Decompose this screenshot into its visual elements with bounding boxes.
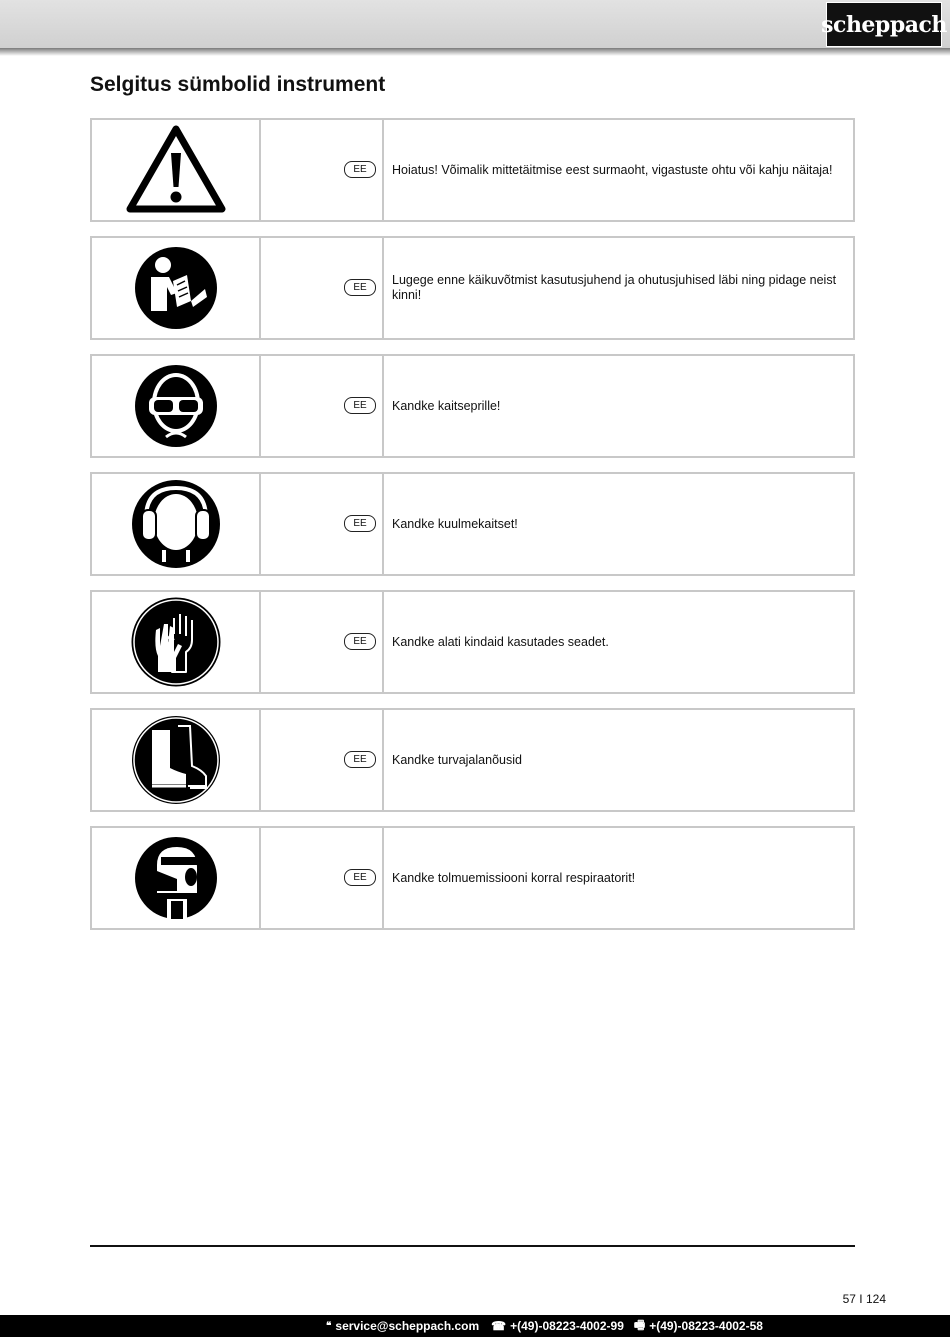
icon-cell (92, 120, 261, 220)
icon-cell (92, 238, 261, 338)
email-icon: ❝ (326, 1320, 332, 1332)
lang-cell (261, 120, 384, 220)
symbol-row-warning (90, 118, 855, 222)
icon-cell (92, 474, 261, 574)
phone-icon: ☎ (491, 1319, 507, 1333)
symbol-description: Kandke alati kindaid kasutades seadet. (392, 634, 609, 649)
symbol-description: Hoiatus! Võimalik mittetäitmise eest surmaoht, vigastuste ohtu või kahju näitaja! (392, 162, 833, 177)
read-manual-icon (133, 245, 219, 331)
symbol-row-goggles (90, 354, 855, 458)
footer-phone: +(49)-08223-4002-99 (510, 1319, 624, 1333)
gloves-icon (130, 596, 222, 688)
lang-cell (261, 828, 384, 928)
header-shadow (0, 48, 950, 56)
symbol-description: Kandke kuulmekaitset! (392, 516, 518, 531)
symbol-description: Lugege enne käikuvõtmist kasutusjuhend ja ohutusjuhised läbi ning pidage neist kinni! (392, 273, 837, 302)
lang-cell (261, 356, 384, 456)
lang-cell (261, 710, 384, 810)
footer-email[interactable]: service@scheppach.com (335, 1319, 480, 1333)
lang-badge: EE (344, 515, 376, 532)
symbol-row-ear-protection (90, 472, 855, 576)
safety-boots-icon (130, 714, 222, 806)
footer-fax: +(49)-08223-4002-58 (649, 1319, 763, 1333)
footer-bar (0, 1315, 950, 1337)
icon-cell (92, 710, 261, 810)
fax-icon: 🖷 (633, 1317, 646, 1332)
symbol-row-boots (90, 708, 855, 812)
symbol-description: Kandke kaitseprille! (392, 398, 501, 413)
scheppach-logo: scheppach (826, 2, 942, 47)
symbol-description: Kandke turvajalanõusid (392, 752, 522, 767)
warning-triangle-icon (124, 123, 228, 217)
symbol-description: Kandke tolmuemissiooni korral respiraatorit! (392, 870, 636, 885)
safety-goggles-icon (133, 363, 219, 449)
lang-cell (261, 592, 384, 692)
symbol-row-respirator (90, 826, 855, 930)
page-title: Selgitus sümbolid instrument (90, 73, 386, 96)
symbol-row-read-manual (90, 236, 855, 340)
lang-badge: EE (344, 633, 376, 650)
lang-badge: EE (344, 869, 376, 886)
lang-badge: EE (344, 279, 376, 296)
lang-badge: EE (344, 397, 376, 414)
page-number: 57 I 124 (842, 1292, 886, 1306)
ear-protection-icon (130, 478, 222, 570)
lang-cell (261, 474, 384, 574)
icon-cell (92, 356, 261, 456)
respirator-icon (133, 835, 219, 921)
footer-rule (90, 1245, 855, 1247)
lang-badge: EE (344, 161, 376, 178)
icon-cell (92, 828, 261, 928)
symbol-row-gloves (90, 590, 855, 694)
header-bar (0, 0, 950, 48)
lang-badge: EE (344, 751, 376, 768)
icon-cell (92, 592, 261, 692)
lang-cell (261, 238, 384, 338)
